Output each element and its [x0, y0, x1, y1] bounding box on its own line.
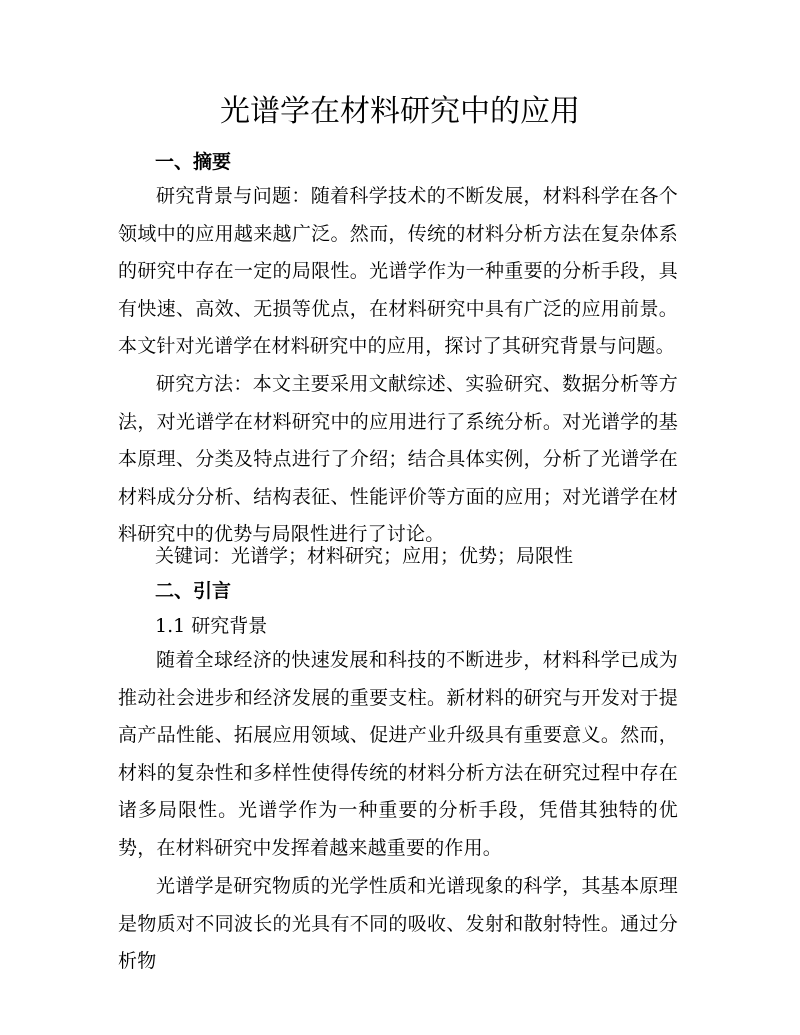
- abstract-background-paragraph: 研究背景与问题：随着科学技术的不断发展，材料科学在各个领域中的应用越来越广泛。然而，传统的材料分析方法在复杂体系的研究中存在一定的局限性。光谱学作为一种重要的分析手段，具有快速、高效、无损等优点，在材料研究中具有广泛的应用前景。本文针对光谱学在材料研究中的应用，探讨了其研究背景与问题。: [118, 185, 678, 358]
- introduction-paragraph-2: 光谱学是研究物质的光学性质和光谱现象的科学，其基本原理是物质对不同波长的光具有不同的吸收、发射和散射特性。通过分析物: [118, 875, 678, 973]
- introduction-paragraph-1: 随着全球经济的快速发展和科技的不断进步，材料科学已成为推动社会进步和经济发展的重要支柱。新材料的研究与开发对于提高产品性能、拓展应用领域、促进产业升级具有重要意义。然而，材料的复杂性和多样性使得传统的材料分析方法在研究过程中存在诸多局限性。光谱学作为一种重要的分析手段，凭借其独特的优势，在材料研究中发挥着越来越重要的作用。: [118, 649, 678, 859]
- document-title: 光谱学在材料研究中的应用: [220, 94, 580, 129]
- abstract-heading: 一、摘要: [155, 151, 232, 173]
- section-1-1-heading: 1.1 研究背景: [155, 615, 268, 637]
- abstract-methods-paragraph: 研究方法：本文主要采用文献综述、实验研究、数据分析等方法，对光谱学在材料研究中的应用进行了系统分析。对光谱学的基本原理、分类及特点进行了介绍；结合具体实例，分析了光谱学在材料成分分析、结构表征、性能评价等方面的应用；对光谱学在材料研究中的优势与局限性进行了讨论。: [118, 373, 678, 546]
- introduction-heading: 二、引言: [155, 580, 232, 602]
- keywords-line: 关键词：光谱学；材料研究；应用；优势；局限性: [155, 545, 574, 567]
